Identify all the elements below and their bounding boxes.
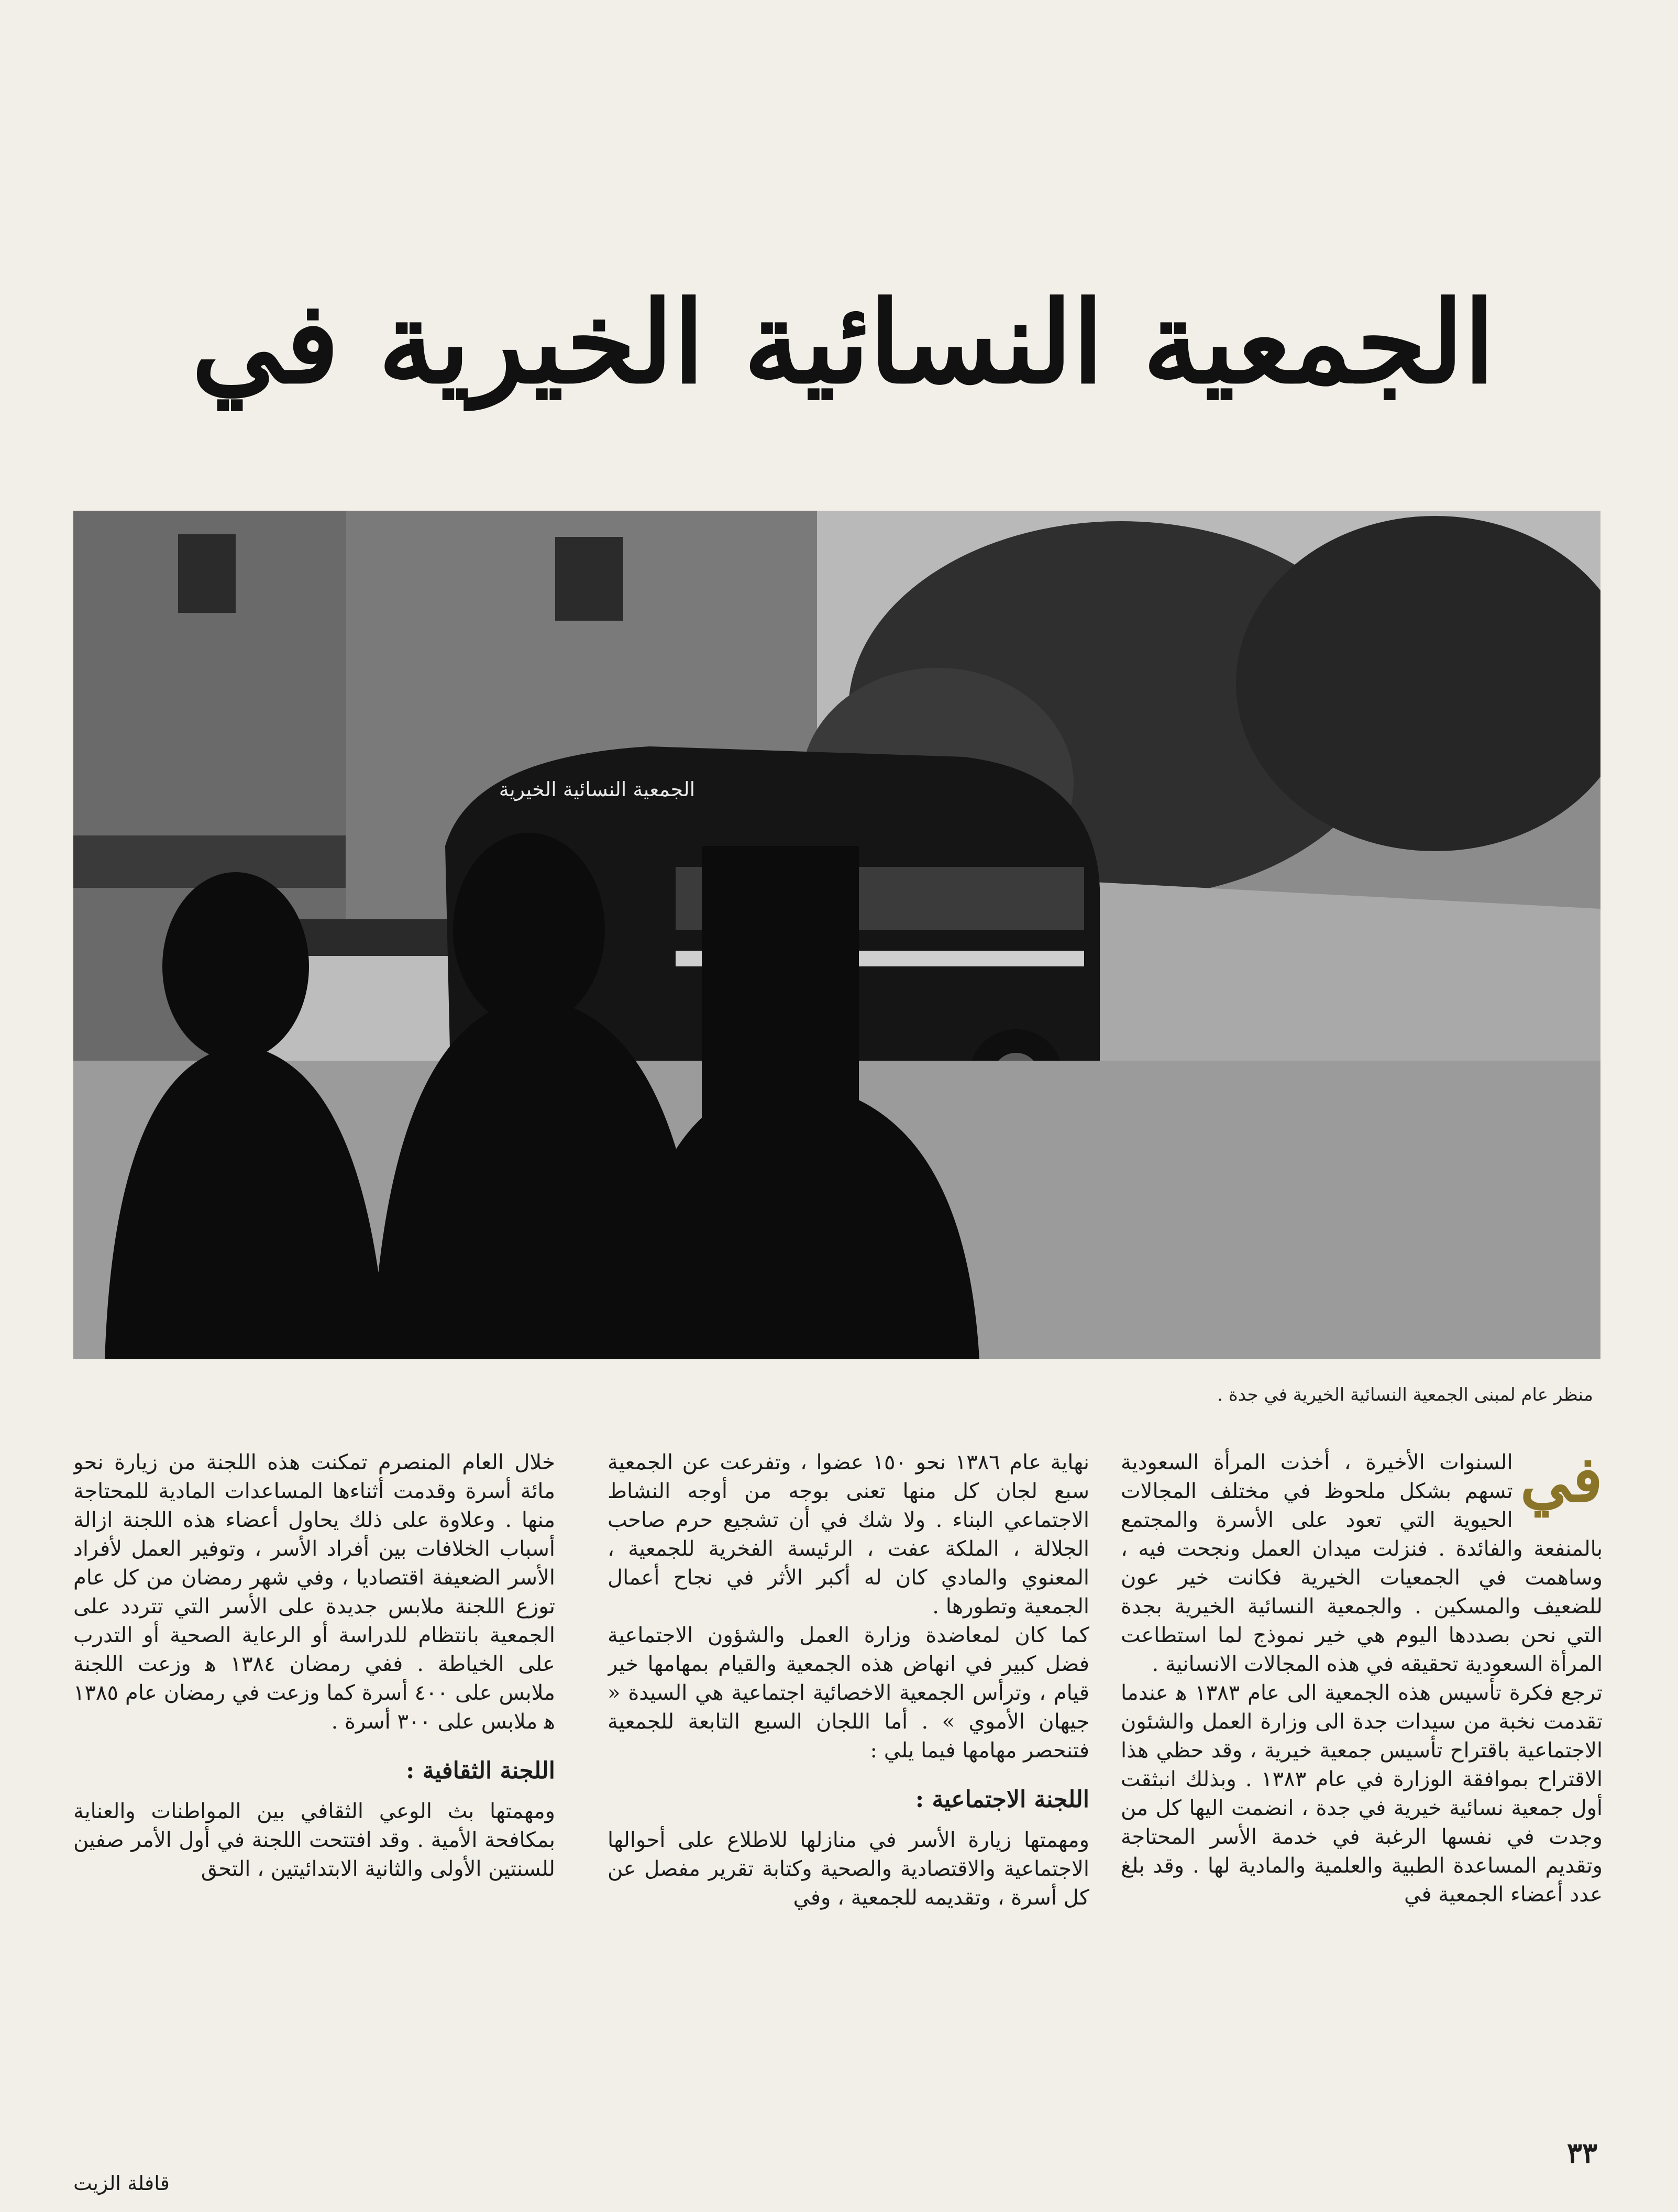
column-1-paragraph-1: السنوات الأخيرة ، أخذت المرأة السعودية تسهم بشكل ملحوظ في مختلف المجالات الحيوية التي تعود على الأسرة والمجتمع بالمنفعة والفائدة . فنزلت ميدان العمل ونجحت فيه ، وساهمت في الجمعيات الخيرية فكانت خير عون للضعيف والمسكين . والجمعية النسائية الخيرية بجدة التي نحن بصددها اليوم هي خير نموذج لما استطاعت المرأة السعودية تحقيقه في هذه المجالات الانسانية . [1121,1450,1603,1676]
column-2-paragraph-1: نهاية عام ١٣٨٦ نحو ١٥٠ عضوا ، وتفرعت عن الجمعية سبع لجان كل منها تعنى بوجه من أوجه النشاط الاجتماعي البناء . ولا شك في أن تشجيع حرم صاحب الجلالة ، الملكة عفت ، الرئيسة الفخرية للجمعية ، المعنوي والمادي كان له أكبر الأثر في نجاح أعمال الجمعية وتطورها . [608,1450,1089,1619]
column-2-paragraph-2: كما كان لمعاضدة وزارة العمل والشؤون الاجتماعية فضل كبير في انهاض هذه الجمعية والقيام بمهامها خير قيام ، وترأس الجمعية الاخصائية اجتماعية هي السيدة « جيهان الأموي » . أما اللجان السبع التابعة للجمعية فتنحصر مهامها فيما يلي : [608,1623,1089,1763]
article-column-2 [608,1448,1089,2129]
article-column-3 [73,1448,555,2129]
article-title: الجمعية النسائية الخيرية في [191,276,1495,409]
magazine-name: قافلة الزيت [73,2172,170,2195]
column-3-paragraph-1: خلال العام المنصرم تمكنت هذه اللجنة من زيارة نحو مائة أسرة وقدمت أثناءها المساعدات المادية للمحتاجة منها . وعلاوة على ذلك يحاول أعضاء هذه اللجنة ازالة أسباب الخلافات بين أفراد الأسر ، وتوفير العمل لأفراد الأسر الضعيفة اقتصاديا ، وفي شهر رمضان من كل عام توزع اللجنة ملابس جديدة على الأسر التي تتردد على الجمعية بانتظام للدراسة أو الرعاية الصحية أو التدرب على الخياطة . ففي رمضان ١٣٨٤ ﻫ وزعت اللجنة ملابس على ٤٠٠ أسرة كما وزعت في رمضان عام ١٣٨٥ ﻫ ملابس على ٣٠٠ أسرة . [73,1450,555,1734]
page-number: ٣٣ [1566,2136,1597,2170]
drop-cap: في [1520,1448,1603,1516]
social-committee-text: ومهمتها زيارة الأسر في منازلها للاطلاع على أحوالها الاجتماعية والاقتصادية والصحية وكتابة تقرير مفصل عن كل أسرة ، وتقديمه للجمعية ، وفي [608,1828,1089,1910]
social-committee-heading: اللجنة الاجتماعية : [915,1786,1089,1813]
cultural-committee-heading: اللجنة الثقافية : [406,1757,555,1784]
photo-illustration [73,511,1600,1359]
photo-caption: منظر عام لمبنى الجمعية النسائية الخيرية في جدة . [1217,1384,1593,1405]
cultural-committee-text: ومهمتها بث الوعي الثقافي بين المواطنات والعناية بمكافحة الأمية . وقد افتتحت اللجنة في أول الأمر صفين للسنتين الأولى والثانية الابتدائيتين ، التحق [73,1799,555,1881]
bus-sign-text: الجمعية النسائية الخيرية [499,778,696,801]
column-1-paragraph-2: ترجع فكرة تأسيس هذه الجمعية الى عام ١٣٨٣ ﻫ عندما تقدمت نخبة من سيدات جدة الى وزارة العمل والشئون الاجتماعية باقتراح تأسيس جمعية خيرية ، وقد حظي هذا الاقتراح بموافقة الوزارة في عام ١٣٨٣ . وبذلك انبثقت أول جمعية نسائية خيرية في جدة ، انضمت اليها كل من وجدت في نفسها الرغبة في خدمة الأسر المحتاجة وتقديم المساعدة الطبية والعلمية والمادية لها . وقد بلغ عدد أعضاء الجمعية في [1121,1681,1603,1907]
article-column-1 [1121,1448,1603,2129]
article-photo [73,511,1600,1359]
